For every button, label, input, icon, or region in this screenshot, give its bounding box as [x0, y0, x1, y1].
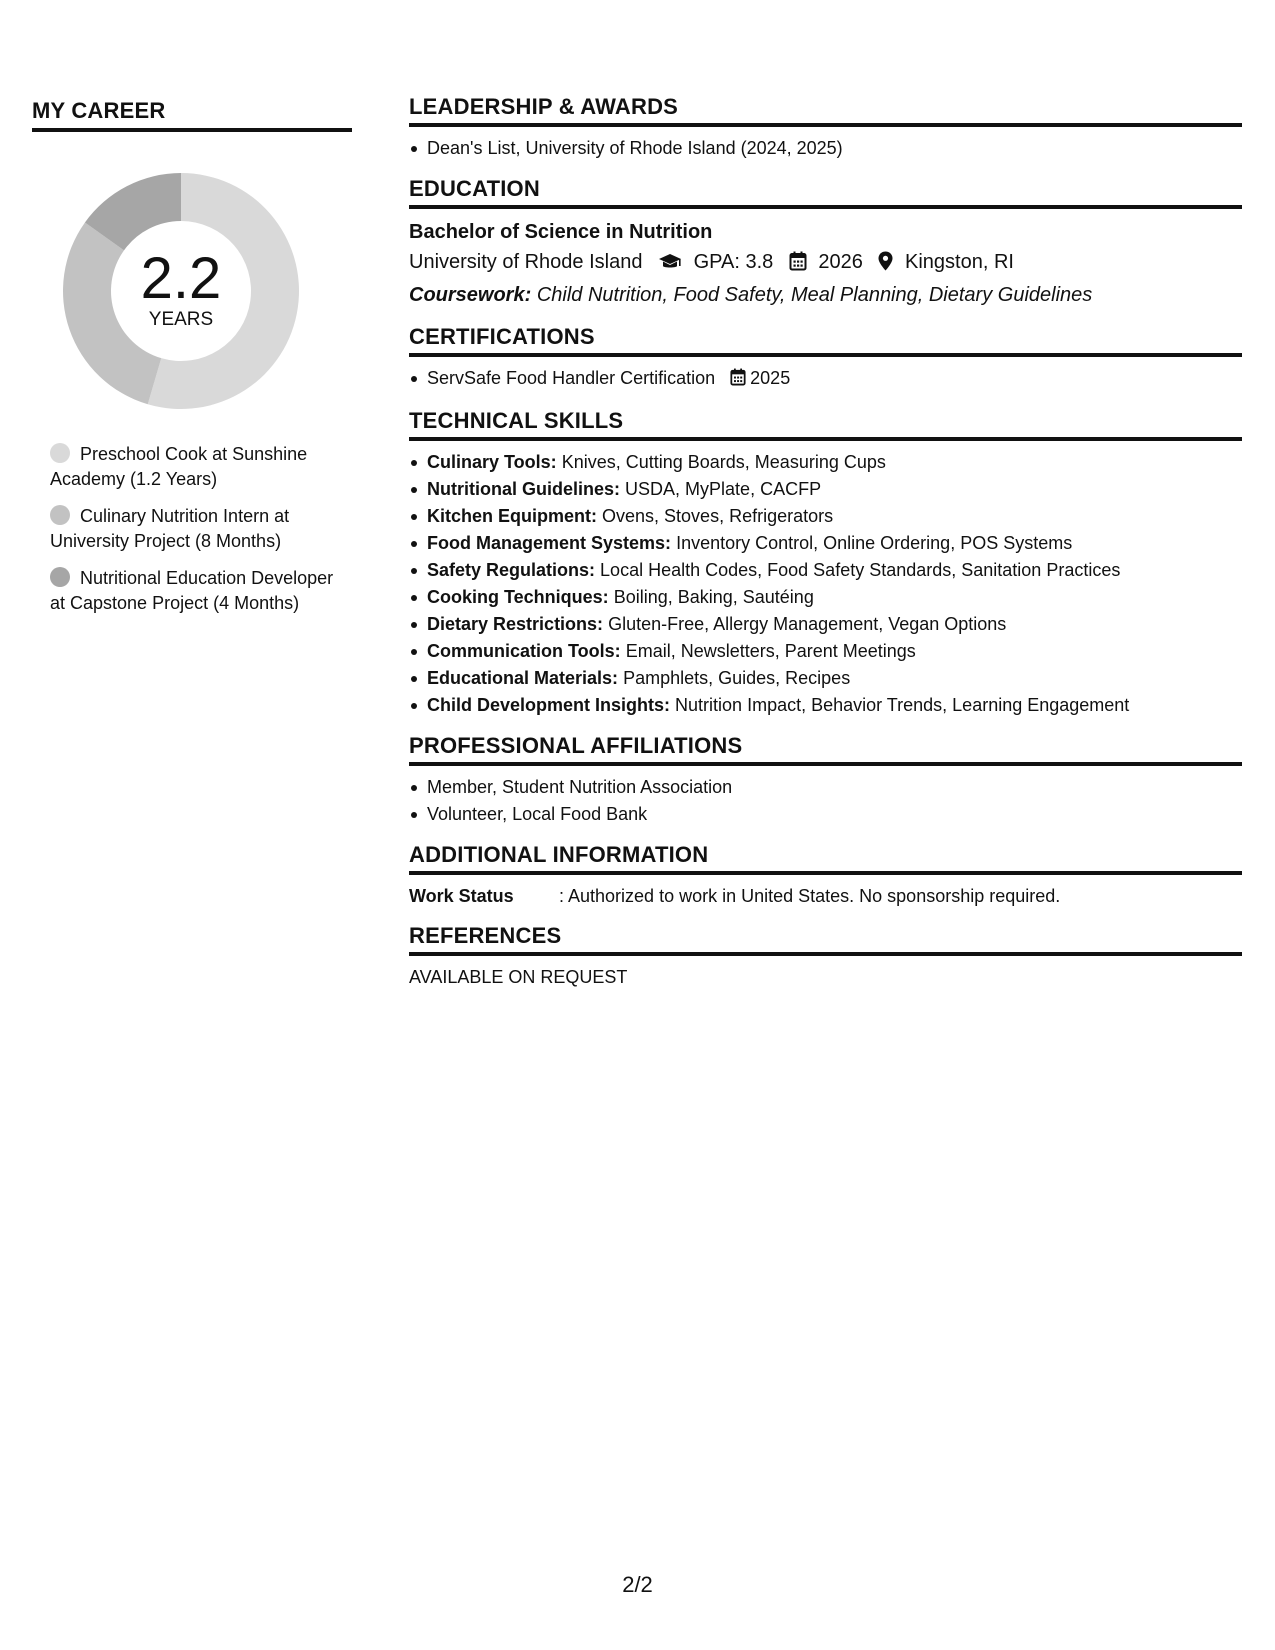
list-item — [409, 449, 1242, 476]
calendar-icon — [730, 367, 746, 394]
certification-name: ServSafe Food Handler Certification — [427, 368, 716, 388]
skill-value: Local Health Codes, Food Safety Standards, Sanitation Practices — [600, 560, 1121, 580]
certification-year: 2025 — [750, 368, 791, 388]
list-item — [409, 611, 1242, 638]
skill-value: Ovens, Stoves, Refrigerators — [602, 506, 834, 526]
graduation-cap-icon — [658, 250, 682, 280]
graduation-year: 2026 — [818, 251, 863, 273]
section-affiliations — [409, 733, 1242, 828]
work-status-value: : Authorized to work in United States. No sponsorship required. — [559, 886, 1061, 906]
coursework-label: Coursework: — [409, 284, 532, 306]
section-title: ADDITIONAL INFORMATION — [409, 842, 1242, 875]
work-status-label: Work Status — [409, 886, 514, 906]
location-pin-icon — [878, 250, 893, 280]
donut-center — [56, 166, 306, 416]
legend-label: Preschool Cook at Sunshine Academy (1.2 Years) — [50, 444, 308, 489]
legend-item — [50, 566, 340, 616]
section-title: EDUCATION — [409, 176, 1242, 209]
references-text: AVAILABLE ON REQUEST — [409, 967, 628, 987]
career-total-value: 2.2 — [140, 246, 222, 311]
skill-label: Nutritional Guidelines: — [427, 479, 621, 499]
legend-item — [50, 504, 340, 554]
coursework — [409, 280, 1242, 310]
list-item — [409, 692, 1242, 719]
skill-label: Safety Regulations: — [427, 560, 596, 580]
career-legend — [50, 442, 340, 616]
section-title: LEADERSHIP & AWARDS — [409, 94, 1242, 127]
calendar-icon — [789, 250, 807, 280]
school-location: Kingston, RI — [905, 251, 1014, 273]
legend-dot-icon — [50, 505, 70, 525]
page-number: 2/2 — [622, 1572, 653, 1597]
skill-label: Educational Materials: — [427, 668, 619, 688]
skill-value: Pamphlets, Guides, Recipes — [623, 668, 851, 688]
section-education — [409, 176, 1242, 310]
legend-label: Culinary Nutrition Intern at University Project (8 Months) — [50, 506, 290, 551]
section-references — [409, 923, 1242, 990]
career-title: MY CAREER — [32, 98, 352, 132]
section-technical-skills — [409, 408, 1242, 719]
legend-label: Nutritional Education Developer at Capstone Project (4 Months) — [50, 568, 334, 613]
list-item — [409, 638, 1242, 665]
skill-value: Gluten-Free, Allergy Management, Vegan Options — [608, 614, 1007, 634]
skill-value: Inventory Control, Online Ordering, POS Systems — [676, 533, 1073, 553]
work-status — [409, 883, 1242, 909]
section-title: CERTIFICATIONS — [409, 324, 1242, 357]
legend-item — [50, 442, 340, 492]
skill-label: Dietary Restrictions: — [427, 614, 604, 634]
list-item — [409, 557, 1242, 584]
education-details — [409, 247, 1242, 280]
skill-value: Email, Newsletters, Parent Meetings — [625, 641, 916, 661]
career-total-unit: YEARS — [148, 309, 214, 330]
skill-label: Child Development Insights: — [427, 695, 671, 715]
gpa: GPA: 3.8 — [693, 251, 774, 273]
list-item: Volunteer, Local Food Bank — [409, 801, 1242, 828]
list-item — [409, 476, 1242, 503]
school-name: University of Rhode Island — [409, 251, 643, 273]
section-leadership — [409, 94, 1242, 162]
list-item — [409, 365, 1242, 394]
list-item — [409, 665, 1242, 692]
degree-name: Bachelor of Science in Nutrition — [409, 221, 713, 243]
list-item — [409, 503, 1242, 530]
list-item: Dean's List, University of Rhode Island (2024, 2025) — [409, 135, 1242, 162]
skill-label: Cooking Techniques: — [427, 587, 609, 607]
list-item — [409, 530, 1242, 557]
list-item — [409, 584, 1242, 611]
coursework-list: Child Nutrition, Food Safety, Meal Planning, Dietary Guidelines — [536, 284, 1093, 306]
legend-dot-icon — [50, 443, 70, 463]
skill-value: USDA, MyPlate, CACFP — [625, 479, 822, 499]
career-sidebar — [32, 98, 352, 628]
skill-value: Knives, Cutting Boards, Measuring Cups — [561, 452, 886, 472]
resume-main — [409, 94, 1242, 1004]
skill-label: Food Management Systems: — [427, 533, 672, 553]
skill-value: Nutrition Impact, Behavior Trends, Learning Engagement — [675, 695, 1130, 715]
skill-label: Culinary Tools: — [427, 452, 557, 472]
list-item: Member, Student Nutrition Association — [409, 774, 1242, 801]
skill-label: Kitchen Equipment: — [427, 506, 597, 526]
section-title: PROFESSIONAL AFFILIATIONS — [409, 733, 1242, 766]
skill-value: Boiling, Baking, Sautéing — [613, 587, 814, 607]
skill-label: Communication Tools: — [427, 641, 621, 661]
section-title: TECHNICAL SKILLS — [409, 408, 1242, 441]
legend-dot-icon — [50, 567, 70, 587]
section-title: REFERENCES — [409, 923, 1242, 956]
section-additional-info — [409, 842, 1242, 909]
career-donut-chart — [56, 166, 306, 416]
section-certifications — [409, 324, 1242, 394]
